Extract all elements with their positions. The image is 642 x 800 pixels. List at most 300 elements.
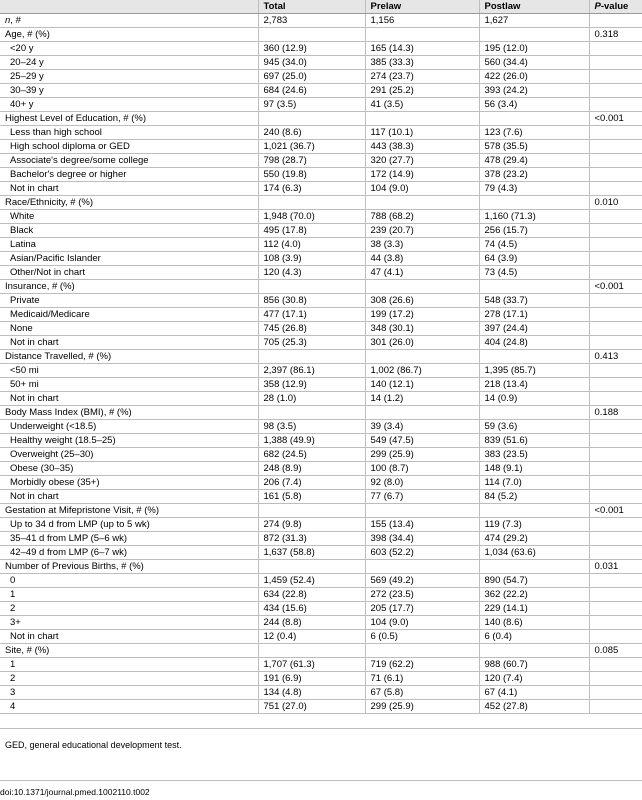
total-cell: 244 (8.8)	[258, 616, 365, 630]
table-row	[0, 308, 642, 322]
row-label: Not in chart	[0, 336, 258, 350]
p-value-cell	[589, 378, 642, 392]
table-row	[0, 448, 642, 462]
prelaw-cell: 100 (8.7)	[365, 462, 479, 476]
total-cell: 2,397 (86.1)	[258, 364, 365, 378]
prelaw-cell: 104 (9.0)	[365, 182, 479, 196]
p-value-cell	[589, 672, 642, 686]
prelaw-cell: 44 (3.8)	[365, 252, 479, 266]
postlaw-cell: 119 (7.3)	[479, 518, 589, 532]
table-row	[0, 168, 642, 182]
total-cell: 495 (17.8)	[258, 224, 365, 238]
row-label: 1	[0, 658, 258, 672]
row-label: 4	[0, 700, 258, 714]
postlaw-cell	[479, 504, 589, 518]
table-row	[0, 574, 642, 588]
row-label: <20 y	[0, 42, 258, 56]
postlaw-cell	[479, 280, 589, 294]
row-label: Underweight (<18.5)	[0, 420, 258, 434]
header-label-column	[0, 0, 258, 14]
row-label: Black	[0, 224, 258, 238]
p-value-cell	[589, 686, 642, 700]
prelaw-cell	[365, 406, 479, 420]
p-value-cell: 0.188	[589, 406, 642, 420]
prelaw-cell: 165 (14.3)	[365, 42, 479, 56]
prelaw-cell: 549 (47.5)	[365, 434, 479, 448]
postlaw-cell: 59 (3.6)	[479, 420, 589, 434]
prelaw-cell: 299 (25.9)	[365, 448, 479, 462]
p-value-cell	[589, 308, 642, 322]
postlaw-cell: 14 (0.9)	[479, 392, 589, 406]
prelaw-cell: 348 (30.1)	[365, 322, 479, 336]
postlaw-cell	[479, 196, 589, 210]
row-label: Healthy weight (18.5–25)	[0, 434, 258, 448]
prelaw-cell: 308 (26.6)	[365, 294, 479, 308]
p-value-cell	[589, 224, 642, 238]
total-cell: 1,707 (61.3)	[258, 658, 365, 672]
section-label: Gestation at Mifepristone Visit, # (%)	[0, 504, 258, 518]
total-cell	[258, 406, 365, 420]
table-header-row	[0, 0, 642, 14]
row-label: 1	[0, 588, 258, 602]
doi-rule	[0, 780, 642, 781]
table-section-row	[0, 196, 642, 210]
section-label: Distance Travelled, # (%)	[0, 350, 258, 364]
postlaw-cell: 362 (22.2)	[479, 588, 589, 602]
p-value-cell: 0.085	[589, 644, 642, 658]
table-row	[0, 14, 642, 28]
p-value-cell	[589, 140, 642, 154]
table-row	[0, 70, 642, 84]
p-value-cell	[589, 238, 642, 252]
p-value-cell	[589, 126, 642, 140]
postlaw-cell: 67 (4.1)	[479, 686, 589, 700]
postlaw-cell: 452 (27.8)	[479, 700, 589, 714]
total-cell: 697 (25.0)	[258, 70, 365, 84]
header-postlaw: Postlaw	[479, 0, 589, 14]
postlaw-cell	[479, 406, 589, 420]
total-cell	[258, 644, 365, 658]
table-row	[0, 252, 642, 266]
prelaw-cell: 199 (17.2)	[365, 308, 479, 322]
prelaw-cell: 272 (23.5)	[365, 588, 479, 602]
row-label: Up to 34 d from LMP (up to 5 wk)	[0, 518, 258, 532]
postlaw-cell: 560 (34.4)	[479, 56, 589, 70]
prelaw-cell: 788 (68.2)	[365, 210, 479, 224]
total-cell: 358 (12.9)	[258, 378, 365, 392]
row-label: Obese (30–35)	[0, 462, 258, 476]
table-row	[0, 658, 642, 672]
p-value-cell: <0.001	[589, 112, 642, 126]
total-cell: 248 (8.9)	[258, 462, 365, 476]
table-row	[0, 588, 642, 602]
total-cell: 108 (3.9)	[258, 252, 365, 266]
p-value-cell: 0.010	[589, 196, 642, 210]
header-prelaw: Prelaw	[365, 0, 479, 14]
postlaw-cell: 378 (23.2)	[479, 168, 589, 182]
total-cell: 945 (34.0)	[258, 56, 365, 70]
total-cell: 97 (3.5)	[258, 98, 365, 112]
row-label: 42–49 d from LMP (6–7 wk)	[0, 546, 258, 560]
p-value-cell: 0.413	[589, 350, 642, 364]
table-section-row	[0, 28, 642, 42]
p-value-cell	[589, 574, 642, 588]
postlaw-cell: 890 (54.7)	[479, 574, 589, 588]
table-row	[0, 672, 642, 686]
table-row	[0, 476, 642, 490]
row-label: Private	[0, 294, 258, 308]
prelaw-cell	[365, 196, 479, 210]
postlaw-cell: 123 (7.6)	[479, 126, 589, 140]
p-value-cell: 0.031	[589, 560, 642, 574]
p-value-cell	[589, 168, 642, 182]
row-label: 2	[0, 672, 258, 686]
table-section-row	[0, 560, 642, 574]
postlaw-cell: 1,160 (71.3)	[479, 210, 589, 224]
p-value-cell: <0.001	[589, 280, 642, 294]
n-rest: , #	[10, 15, 21, 26]
postlaw-cell: 474 (29.2)	[479, 532, 589, 546]
postlaw-cell: 114 (7.0)	[479, 476, 589, 490]
p-value-cell	[589, 658, 642, 672]
p-value-cell	[589, 182, 642, 196]
p-value-cell	[589, 42, 642, 56]
prelaw-cell: 320 (27.7)	[365, 154, 479, 168]
prelaw-cell: 603 (52.2)	[365, 546, 479, 560]
section-label: Insurance, # (%)	[0, 280, 258, 294]
table-section-row	[0, 350, 642, 364]
table-row	[0, 42, 642, 56]
table-row	[0, 420, 642, 434]
p-value-cell	[589, 616, 642, 630]
p-value-cell	[589, 420, 642, 434]
total-cell: 112 (4.0)	[258, 238, 365, 252]
total-cell: 161 (5.8)	[258, 490, 365, 504]
prelaw-cell: 291 (25.2)	[365, 84, 479, 98]
table-row	[0, 616, 642, 630]
table-row	[0, 364, 642, 378]
table-row	[0, 686, 642, 700]
row-label: Not in chart	[0, 490, 258, 504]
prelaw-cell: 6 (0.5)	[365, 630, 479, 644]
postlaw-cell: 84 (5.2)	[479, 490, 589, 504]
prelaw-cell: 92 (8.0)	[365, 476, 479, 490]
p-value-cell	[589, 602, 642, 616]
prelaw-cell: 205 (17.7)	[365, 602, 479, 616]
table-row	[0, 56, 642, 70]
postlaw-cell: 548 (33.7)	[479, 294, 589, 308]
total-cell: 1,459 (52.4)	[258, 574, 365, 588]
p-value-cell: <0.001	[589, 504, 642, 518]
row-label: 3+	[0, 616, 258, 630]
row-label: Morbidly obese (35+)	[0, 476, 258, 490]
section-label: Number of Previous Births, # (%)	[0, 560, 258, 574]
p-value-cell	[589, 70, 642, 84]
postlaw-cell: 478 (29.4)	[479, 154, 589, 168]
postlaw-cell: 988 (60.7)	[479, 658, 589, 672]
row-label: 35–41 d from LMP (5–6 wk)	[0, 532, 258, 546]
row-label: Less than high school	[0, 126, 258, 140]
total-cell	[258, 350, 365, 364]
prelaw-cell: 140 (12.1)	[365, 378, 479, 392]
table-row	[0, 378, 642, 392]
prelaw-cell: 719 (62.2)	[365, 658, 479, 672]
postlaw-cell: 6 (0.4)	[479, 630, 589, 644]
prelaw-cell: 398 (34.4)	[365, 532, 479, 546]
header-p-italic: P	[594, 1, 601, 12]
postlaw-cell: 64 (3.9)	[479, 252, 589, 266]
prelaw-cell: 117 (10.1)	[365, 126, 479, 140]
p-value-cell	[589, 98, 642, 112]
prelaw-cell: 155 (13.4)	[365, 518, 479, 532]
table-row	[0, 98, 642, 112]
total-cell: 1,637 (58.8)	[258, 546, 365, 560]
total-cell: 1,948 (70.0)	[258, 210, 365, 224]
row-label: High school diploma or GED	[0, 140, 258, 154]
table-row	[0, 238, 642, 252]
total-cell: 98 (3.5)	[258, 420, 365, 434]
row-label: 2	[0, 602, 258, 616]
row-label: 40+ y	[0, 98, 258, 112]
p-value-cell	[589, 84, 642, 98]
postlaw-cell: 73 (4.5)	[479, 266, 589, 280]
row-label: Not in chart	[0, 630, 258, 644]
postlaw-cell: 79 (4.3)	[479, 182, 589, 196]
prelaw-cell	[365, 504, 479, 518]
prelaw-cell: 14 (1.2)	[365, 392, 479, 406]
p-value-cell	[589, 294, 642, 308]
total-cell	[258, 112, 365, 126]
p-value-cell	[589, 434, 642, 448]
postlaw-cell: 578 (35.5)	[479, 140, 589, 154]
table-row	[0, 322, 642, 336]
row-label: 30–39 y	[0, 84, 258, 98]
row-label	[0, 14, 258, 28]
postlaw-cell: 393 (24.2)	[479, 84, 589, 98]
total-cell: 798 (28.7)	[258, 154, 365, 168]
row-label: 3	[0, 686, 258, 700]
prelaw-cell: 385 (33.3)	[365, 56, 479, 70]
postlaw-cell: 422 (26.0)	[479, 70, 589, 84]
total-cell: 120 (4.3)	[258, 266, 365, 280]
prelaw-cell: 38 (3.3)	[365, 238, 479, 252]
table-section-row	[0, 504, 642, 518]
row-label: 20–24 y	[0, 56, 258, 70]
total-cell	[258, 196, 365, 210]
total-cell: 240 (8.6)	[258, 126, 365, 140]
total-cell	[258, 560, 365, 574]
row-label: Latina	[0, 238, 258, 252]
postlaw-cell: 256 (15.7)	[479, 224, 589, 238]
p-value-cell	[589, 476, 642, 490]
p-value-cell	[589, 546, 642, 560]
postlaw-cell	[479, 350, 589, 364]
postlaw-cell: 397 (24.4)	[479, 322, 589, 336]
p-value-cell: 0.318	[589, 28, 642, 42]
row-label: Associate's degree/some college	[0, 154, 258, 168]
section-label: Highest Level of Education, # (%)	[0, 112, 258, 126]
prelaw-cell	[365, 350, 479, 364]
table-body	[0, 14, 642, 714]
total-cell: 134 (4.8)	[258, 686, 365, 700]
prelaw-cell: 1,156	[365, 14, 479, 28]
table-row	[0, 490, 642, 504]
postlaw-cell: 120 (7.4)	[479, 672, 589, 686]
prelaw-cell	[365, 644, 479, 658]
header-p-rest: -value	[600, 1, 629, 12]
p-value-cell	[589, 518, 642, 532]
prelaw-cell: 299 (25.9)	[365, 700, 479, 714]
section-label: Age, # (%)	[0, 28, 258, 42]
row-label: Asian/Pacific Islander	[0, 252, 258, 266]
postlaw-cell: 1,395 (85.7)	[479, 364, 589, 378]
p-value-cell	[589, 448, 642, 462]
total-cell: 174 (6.3)	[258, 182, 365, 196]
row-label: Not in chart	[0, 182, 258, 196]
table-row	[0, 434, 642, 448]
postlaw-cell	[479, 112, 589, 126]
total-cell: 274 (9.8)	[258, 518, 365, 532]
p-value-cell	[589, 490, 642, 504]
total-cell	[258, 504, 365, 518]
total-cell: 477 (17.1)	[258, 308, 365, 322]
total-cell: 206 (7.4)	[258, 476, 365, 490]
prelaw-cell: 104 (9.0)	[365, 616, 479, 630]
prelaw-cell	[365, 112, 479, 126]
p-value-cell	[589, 14, 642, 28]
table-section-row	[0, 644, 642, 658]
p-value-cell	[589, 700, 642, 714]
prelaw-cell: 172 (14.9)	[365, 168, 479, 182]
total-cell: 434 (15.6)	[258, 602, 365, 616]
total-cell: 1,388 (49.9)	[258, 434, 365, 448]
row-label: Other/Not in chart	[0, 266, 258, 280]
total-cell: 360 (12.9)	[258, 42, 365, 56]
prelaw-cell: 569 (49.2)	[365, 574, 479, 588]
prelaw-cell: 71 (6.1)	[365, 672, 479, 686]
postlaw-cell	[479, 28, 589, 42]
table-row	[0, 462, 642, 476]
total-cell: 684 (24.6)	[258, 84, 365, 98]
row-label: Overweight (25–30)	[0, 448, 258, 462]
total-cell: 12 (0.4)	[258, 630, 365, 644]
table-section-row	[0, 406, 642, 420]
table-row	[0, 182, 642, 196]
row-label: 0	[0, 574, 258, 588]
row-label: Bachelor's degree or higher	[0, 168, 258, 182]
postlaw-cell: 218 (13.4)	[479, 378, 589, 392]
postlaw-cell: 195 (12.0)	[479, 42, 589, 56]
row-label: Not in chart	[0, 392, 258, 406]
header-total: Total	[258, 0, 365, 14]
table-row	[0, 224, 642, 238]
prelaw-cell: 77 (6.7)	[365, 490, 479, 504]
p-value-cell	[589, 392, 642, 406]
section-label: Race/Ethnicity, # (%)	[0, 196, 258, 210]
postlaw-cell: 1,627	[479, 14, 589, 28]
table-footnote: GED, general educational development test.	[5, 740, 182, 750]
table-row	[0, 700, 642, 714]
table-row	[0, 266, 642, 280]
postlaw-cell: 404 (24.8)	[479, 336, 589, 350]
prelaw-cell: 274 (23.7)	[365, 70, 479, 84]
table-row	[0, 154, 642, 168]
postlaw-cell: 1,034 (63.6)	[479, 546, 589, 560]
p-value-cell	[589, 462, 642, 476]
n-italic: n	[5, 15, 11, 26]
total-cell: 682 (24.5)	[258, 448, 365, 462]
table-row	[0, 532, 642, 546]
prelaw-cell: 301 (26.0)	[365, 336, 479, 350]
p-value-cell	[589, 630, 642, 644]
row-label: White	[0, 210, 258, 224]
p-value-cell	[589, 266, 642, 280]
row-label: 25–29 y	[0, 70, 258, 84]
p-value-cell	[589, 56, 642, 70]
p-value-cell	[589, 588, 642, 602]
row-label: 50+ mi	[0, 378, 258, 392]
row-label: None	[0, 322, 258, 336]
total-cell: 634 (22.8)	[258, 588, 365, 602]
total-cell	[258, 28, 365, 42]
total-cell: 872 (31.3)	[258, 532, 365, 546]
section-label: Body Mass Index (BMI), # (%)	[0, 406, 258, 420]
total-cell: 745 (26.8)	[258, 322, 365, 336]
prelaw-cell: 47 (4.1)	[365, 266, 479, 280]
postlaw-cell: 278 (17.1)	[479, 308, 589, 322]
total-cell: 28 (1.0)	[258, 392, 365, 406]
p-value-cell	[589, 364, 642, 378]
prelaw-cell	[365, 280, 479, 294]
postlaw-cell: 839 (51.6)	[479, 434, 589, 448]
table-bottom-rule	[0, 728, 642, 729]
postlaw-cell: 74 (4.5)	[479, 238, 589, 252]
table-row	[0, 140, 642, 154]
postlaw-cell	[479, 644, 589, 658]
total-cell: 2,783	[258, 14, 365, 28]
table-row	[0, 630, 642, 644]
prelaw-cell	[365, 28, 479, 42]
prelaw-cell: 443 (38.3)	[365, 140, 479, 154]
p-value-cell	[589, 252, 642, 266]
table-section-row	[0, 112, 642, 126]
total-cell: 751 (27.0)	[258, 700, 365, 714]
postlaw-cell: 140 (8.6)	[479, 616, 589, 630]
table-doi: doi:10.1371/journal.pmed.1002110.t002	[0, 787, 150, 797]
table-row	[0, 546, 642, 560]
total-cell: 856 (30.8)	[258, 294, 365, 308]
total-cell	[258, 280, 365, 294]
table-row	[0, 84, 642, 98]
total-cell: 1,021 (36.7)	[258, 140, 365, 154]
p-value-cell	[589, 154, 642, 168]
p-value-cell	[589, 532, 642, 546]
prelaw-cell	[365, 560, 479, 574]
total-cell: 705 (25.3)	[258, 336, 365, 350]
prelaw-cell: 239 (20.7)	[365, 224, 479, 238]
prelaw-cell: 39 (3.4)	[365, 420, 479, 434]
header-p-value	[589, 0, 642, 14]
total-cell: 191 (6.9)	[258, 672, 365, 686]
prelaw-cell: 41 (3.5)	[365, 98, 479, 112]
row-label: <50 mi	[0, 364, 258, 378]
prelaw-cell: 1,002 (86.7)	[365, 364, 479, 378]
total-cell: 550 (19.8)	[258, 168, 365, 182]
postlaw-cell: 383 (23.5)	[479, 448, 589, 462]
section-label: Site, # (%)	[0, 644, 258, 658]
table-row	[0, 602, 642, 616]
table-row	[0, 336, 642, 350]
